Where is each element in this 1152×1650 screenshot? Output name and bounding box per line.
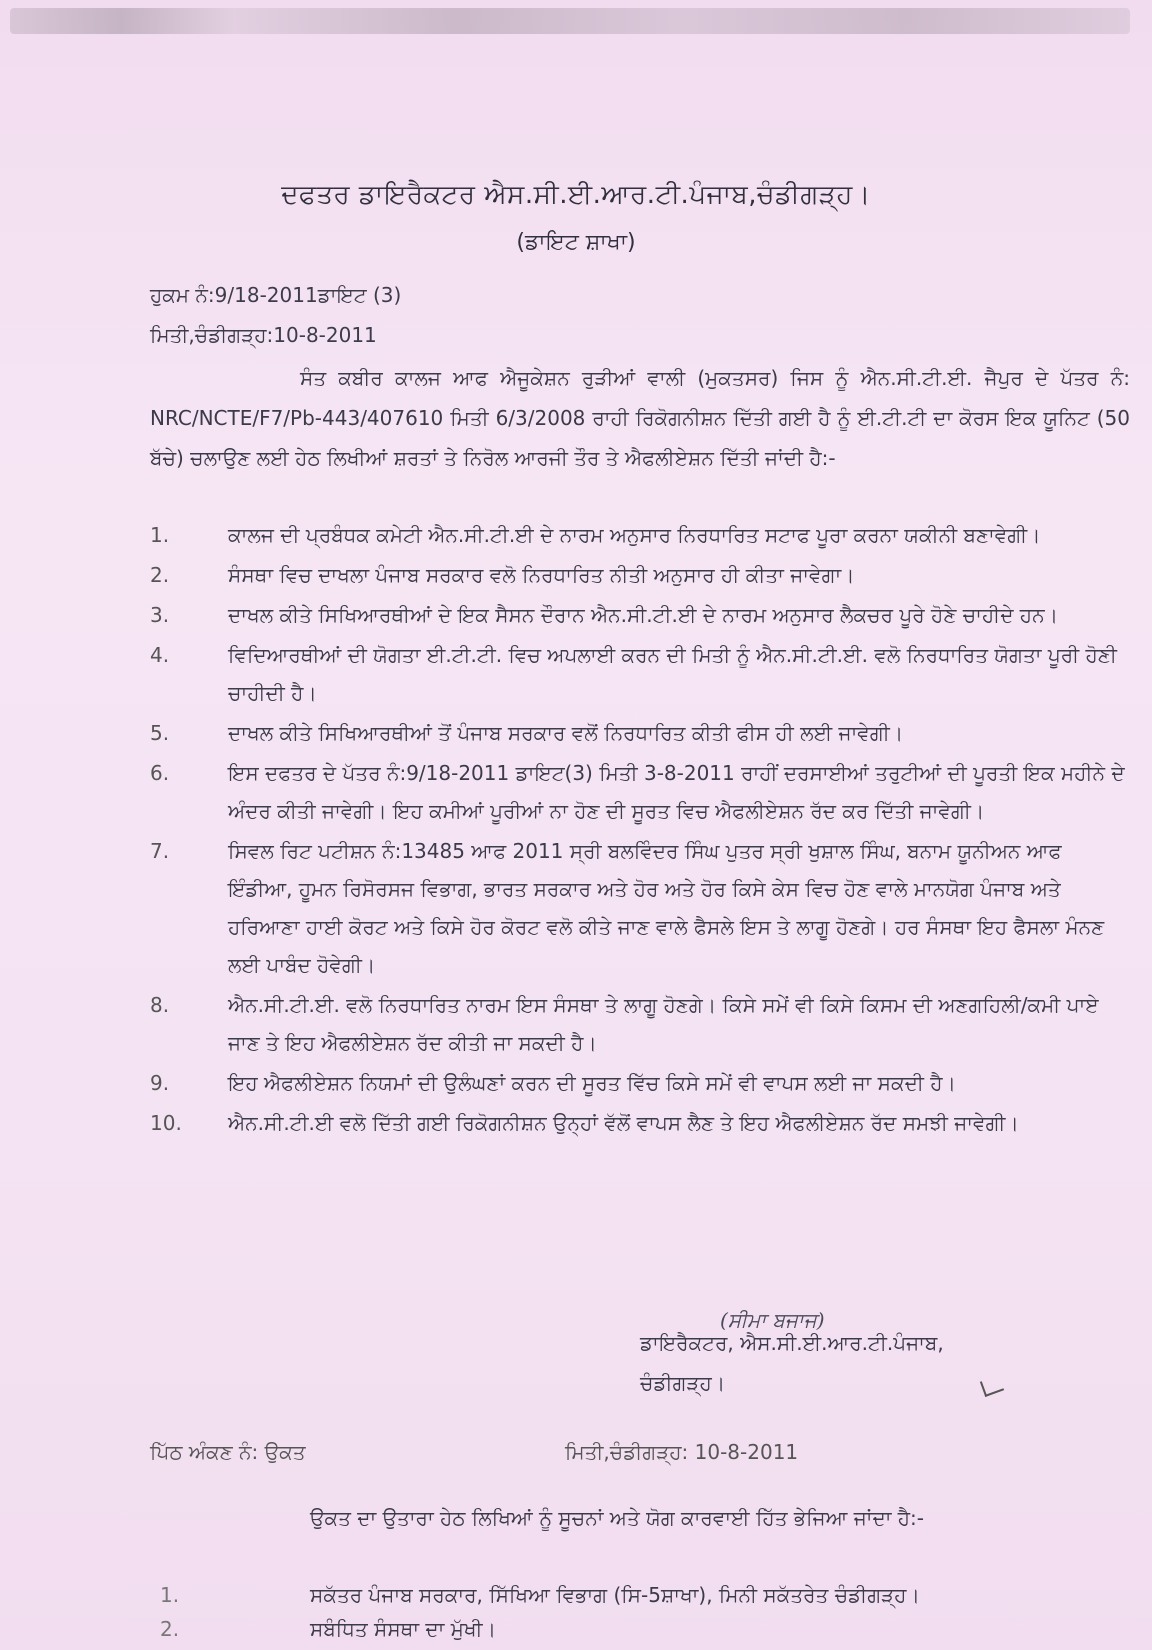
recipient-text: ਸਕੱਤਰ ਪੰਜਾਬ ਸਰਕਾਰ, ਸਿੱਖਿਆ ਵਿਭਾਗ (ਸਿ-5ਸ਼ਾਖਾ), ਮਿਨੀ ਸਕੱਤਰੇਤ ਚੰਡੀਗੜ੍ਹ। [310, 1583, 920, 1607]
condition-item [150, 754, 1130, 830]
condition-item [150, 1064, 1130, 1102]
endorsement-date: ਮਿਤੀ,ਚੰਡੀਗੜ੍ਹ: 10-8-2011 [565, 1440, 799, 1464]
handwritten-signature: (ਸੀਮਾ ਬਜਾਜ) [720, 1308, 825, 1332]
condition-item [150, 516, 1130, 554]
condition-text: ਦਾਖਲ ਕੀਤੇ ਸਿਖਿਆਰਥੀਆਂ ਤੋਂ ਪੰਜਾਬ ਸਰਕਾਰ ਵਲੋਂ ਨਿਰਧਾਰਿਤ ਕੀਤੀ ਫੀਸ ਹੀ ਲਈ ਜਾਵੇਗੀ। [228, 721, 904, 745]
condition-number: 1. [150, 523, 170, 547]
office-heading: ਦਫਤਰ ਡਾਇਰੈਕਟਰ ਐਸ.ਸੀ.ਈ.ਆਰ.ਟੀ.ਪੰਜਾਬ,ਚੰਡੀਗੜ੍ਹ। [281, 180, 871, 210]
recipient-number: 1. [160, 1583, 180, 1607]
recipient-item [160, 1612, 1120, 1646]
condition-item [150, 986, 1130, 1062]
condition-number: 4. [150, 643, 170, 667]
condition-text: ਸੰਸਥਾ ਵਿਚ ਦਾਖਲਾ ਪੰਜਾਬ ਸਰਕਾਰ ਵਲੋ ਨਿਰਧਾਰਿਤ ਨੀਤੀ ਅਨੁਸਾਰ ਹੀ ਕੀਤਾ ਜਾਵੇਗਾ। [228, 563, 855, 587]
condition-item [150, 556, 1130, 594]
condition-item [150, 832, 1130, 984]
condition-number: 7. [150, 839, 170, 863]
signatory-place: ਚੰਡੀਗੜ੍ਹ। [640, 1371, 726, 1395]
condition-number: 10. [150, 1111, 182, 1135]
condition-text: ਵਿਦਿਆਰਥੀਆਂ ਦੀ ਯੋਗਤਾ ਈ.ਟੀ.ਟੀ. ਵਿਚ ਅਪਲਾਈ ਕਰਨ ਦੀ ਮਿਤੀ ਨੂੰ ਐਨ.ਸੀ.ਟੀ.ਈ. ਵਲੋ ਨਿਰਧਾਰਿਤ ਯੋਗਤਾ ਪੂਰੀ ਹੋਣੀ ਚਾਹੀਦੀ ਹੈ। [228, 643, 1117, 705]
condition-number: 6. [150, 761, 170, 785]
condition-text: ਕਾਲਜ ਦੀ ਪ੍ਰਬੰਧਕ ਕਮੇਟੀ ਐਨ.ਸੀ.ਟੀ.ਈ ਦੇ ਨਾਰਮ ਅਨੁਸਾਰ ਨਿਰਧਾਰਿਤ ਸਟਾਫ ਪੂਰਾ ਕਰਨਾ ਯਕੀਨੀ ਬਣਾਵੇਗੀ। [228, 523, 1041, 547]
condition-text: ਇਹ ਐਫਲੀਏਸ਼ਨ ਨਿਯਮਾਂ ਦੀ ਉਲੰਘਣਾਂ ਕਰਨ ਦੀ ਸੂਰਤ ਵਿੱਚ ਕਿਸੇ ਸਮੇਂ ਵੀ ਵਾਪਸ ਲਈ ਜਾ ਸਕਦੀ ਹੈ। [228, 1071, 956, 1095]
forwarding-text: ਉਕਤ ਦਾ ਉਤਾਰਾ ਹੇਠ ਲਿਖਿਆਂ ਨੂੰ ਸੂਚਨਾਂ ਅਤੇ ਯੋਗ ਕਾਰਵਾਈ ਹਿੱਤ ਭੇਜਿਆ ਜਾਂਦਾ ਹੈ:- [310, 1506, 925, 1530]
intro-text: ਸੰਤ ਕਬੀਰ ਕਾਲਜ ਆਫ ਐਜੂਕੇਸ਼ਨ ਰੁੜੀਆਂ ਵਾਲੀ (ਮੁਕਤਸਰ) ਜਿਸ ਨੂੰ ਐਨ.ਸੀ.ਟੀ.ਈ. ਜੈਪੁਰ ਦੇ ਪੱਤਰ ਨੰ: NRC/NCTE/F7/Pb-443/407610 ਮਿਤੀ 6/3/2008 ਰਾਹੀ ਰਿਕੋਗਨੀਸ਼ਨ ਦਿੱਤੀ ਗਈ ਹੈ ਨੂੰ ਈ.ਟੀ.ਟੀ ਦਾ ਕੋਰਸ ਇਕ ਯੂਨਿਟ (50 ਬੱਚੇ) ਚਲਾਉਣ ਲਈ ਹੇਠ ਲਿਖੀਆਂ ਸ਼ਰਤਾਂ ਤੇ ਨਿਰੋਲ ਆਰਜੀ ਤੌਰ ਤੇ ਐਫਲੀਏਸ਼ਨ ਦਿੱਤੀ ਜਾਂਦੀ ਹੈ:- [150, 366, 1130, 470]
condition-number: 3. [150, 603, 170, 627]
condition-text: ਐਨ.ਸੀ.ਟੀ.ਈ ਵਲੋ ਦਿੱਤੀ ਗਈ ਰਿਕੋਗਨੀਸ਼ਨ ਉਨ੍ਹਾਂ ਵੱਲੋਂ ਵਾਪਸ ਲੈਣ ਤੇ ਇਹ ਐਫਲੀਏਸ਼ਨ ਰੱਦ ਸਮਝੀ ਜਾਵੇਗੀ। [228, 1111, 1019, 1135]
condition-item [150, 636, 1130, 712]
condition-text: ਇਸ ਦਫਤਰ ਦੇ ਪੱਤਰ ਨੰ:9/18-2011 ਡਾਇਟ(3) ਮਿਤੀ 3-8-2011 ਰਾਹੀਂ ਦਰਸਾਈਆਂ ਤਰੁਟੀਆਂ ਦੀ ਪੂਰਤੀ ਇਕ ਮਹੀਨੇ ਦੇ ਅੰਦਰ ਕੀਤੀ ਜਾਵੇਗੀ। ਇਹ ਕਮੀਆਂ ਪੂਰੀਆਂ ਨਾ ਹੋਣ ਦੀ ਸੂਰਤ ਵਿਚ ਐਫਲੀਏਸ਼ਨ ਰੱਦ ਕਰ ਦਿੱਤੀ ਜਾਵੇਗੀ। [228, 761, 1125, 823]
intro-paragraph [150, 358, 1130, 478]
recipient-number: 2. [160, 1617, 180, 1641]
order-number: ਹੁਕਮ ਨੰ:9/18-2011ਡਾਇਟ (3) [150, 283, 402, 307]
condition-text: ਸਿਵਲ ਰਿਟ ਪਟੀਸ਼ਨ ਨੰ:13485 ਆਫ 2011 ਸ੍ਰੀ ਬਲਵਿੰਦਰ ਸਿੰਘ ਪੁਤਰ ਸ੍ਰੀ ਖੁਸ਼ਾਲ ਸਿੰਘ, ਬਨਾਮ ਯੂਨੀਅਨ ਆਫ ਇੰਡੀਆ, ਹੂਮਨ ਰਿਸੋਰਸਜ ਵਿਭਾਗ, ਭਾਰਤ ਸਰਕਾਰ ਅਤੇ ਹੋਰ ਅਤੇ ਹੋਰ ਕਿਸੇ ਕੇਸ ਵਿਚ ਹੋਣ ਵਾਲੇ ਮਾਨਯੋਗ ਪੰਜਾਬ ਅਤੇ ਹਰਿਆਣਾ ਹਾਈ ਕੋਰਟ ਅਤੇ ਕਿਸੇ ਹੋਰ ਕੋਰਟ ਵਲੋ ਕੀਤੇ ਜਾਣ ਵਾਲੇ ਫੈਸਲੇ ਇਸ ਤੇ ਲਾਗੂ ਹੋਣਗੇ। ਹਰ ਸੰਸਥਾ ਇਹ ਫੈਸਲਾ ਮੰਨਣ ਲਈ ਪਾਬੰਦ ਹੋਵੇਗੀ। [228, 839, 1105, 977]
recipient-text: ਸਬੰਧਿਤ ਸੰਸਥਾ ਦਾ ਮੁੱਖੀ। [310, 1617, 497, 1641]
condition-text: ਐਨ.ਸੀ.ਟੀ.ਈ. ਵਲੋ ਨਿਰਧਾਰਿਤ ਨਾਰਮ ਇਸ ਸੰਸਥਾ ਤੇ ਲਾਗੂ ਹੋਣਗੇ। ਕਿਸੇ ਸਮੇਂ ਵੀ ਕਿਸੇ ਕਿਸਮ ਦੀ ਅਣਗਹਿਲੀ/ਕਮੀ ਪਾਏ ਜਾਣ ਤੇ ਇਹ ਐਫਲੀਏਸ਼ਨ ਰੱਦ ਕੀਤੀ ਜਾ ਸਕਦੀ ਹੈ। [228, 993, 1099, 1055]
endorsement-number: ਪਿੱਠ ਅੰਕਣ ਨੰ: ਉਕਤ [150, 1440, 306, 1464]
condition-number: 5. [150, 721, 170, 745]
condition-number: 9. [150, 1071, 170, 1095]
scan-smudge [10, 8, 1130, 34]
condition-number: 2. [150, 563, 170, 587]
condition-item [150, 596, 1130, 634]
condition-item [150, 714, 1130, 752]
signatory-designation: ਡਾਇਰੈਕਟਰ, ਐਸ.ਸੀ.ਈ.ਆਰ.ਟੀ.ਪੰਜਾਬ, [640, 1331, 944, 1355]
recipient-item [160, 1578, 1120, 1612]
branch-heading: (ਡਾਇਟ ਸ਼ਾਖਾ) [516, 230, 636, 255]
condition-number: 8. [150, 993, 170, 1017]
conditions-list [150, 516, 1130, 1144]
tick-mark-icon [980, 1375, 1004, 1397]
order-date: ਮਿਤੀ,ਚੰਡੀਗੜ੍ਹ:10-8-2011 [150, 323, 377, 347]
copy-recipients [160, 1578, 1120, 1646]
condition-item [150, 1104, 1130, 1142]
condition-text: ਦਾਖਲ ਕੀਤੇ ਸਿਖਿਆਰਥੀਆਂ ਦੇ ਇਕ ਸੈਸਨ ਦੌਰਾਨ ਐਨ.ਸੀ.ਟੀ.ਈ ਦੇ ਨਾਰਮ ਅਨੁਸਾਰ ਲੈਕਚਰ ਪੂਰੇ ਹੋਣੇ ਚਾਹੀਦੇ ਹਨ। [228, 603, 1059, 627]
signature-block [640, 1323, 944, 1403]
